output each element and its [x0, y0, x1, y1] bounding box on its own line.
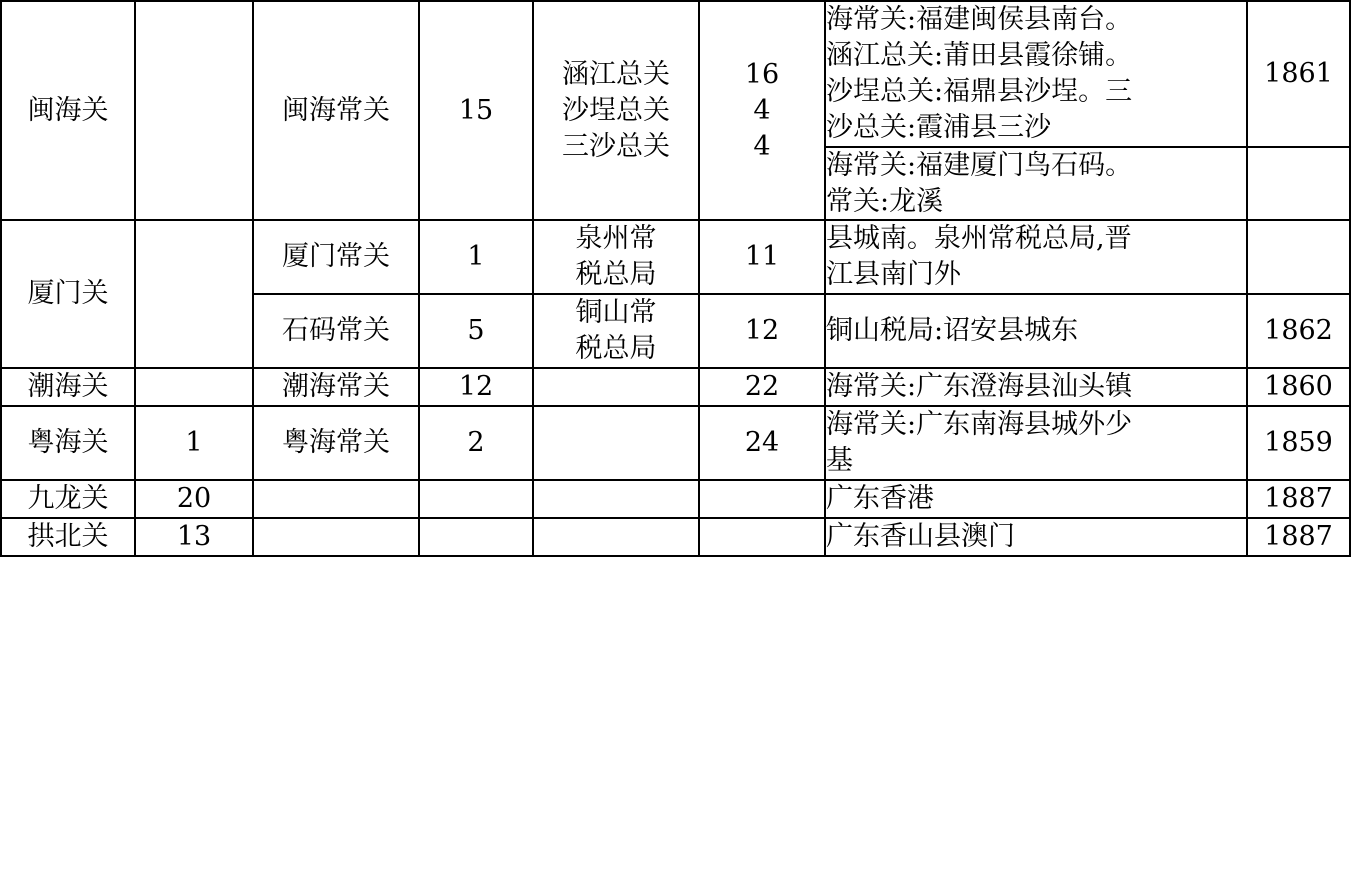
cell-year: [1247, 147, 1350, 221]
cell-regular-customs: 粤海常关: [253, 406, 419, 480]
table-row: [1, 406, 1350, 480]
cell-code-c: 12: [699, 294, 825, 368]
cell-code-b: [419, 518, 533, 556]
cell-code-c: 16 4 4: [699, 1, 825, 220]
cell-code-b: 5: [419, 294, 533, 368]
cell-code-a: 13: [135, 518, 253, 556]
cell-location-desc: 海常关:广东澄海县汕头镇: [825, 368, 1247, 406]
cell-regular-customs: [253, 518, 419, 556]
cell-year: [1247, 220, 1350, 294]
cell-year: 1859: [1247, 406, 1350, 480]
cell-code-c: 24: [699, 406, 825, 480]
cell-year: 1887: [1247, 480, 1350, 518]
cell-code-b: 1: [419, 220, 533, 294]
cell-location-desc: 海常关:福建厦门鸟石码。 常关:龙溪: [825, 147, 1247, 221]
cell-main-customs: [533, 480, 699, 518]
cell-code-a: [135, 368, 253, 406]
cell-code-a: 20: [135, 480, 253, 518]
cell-code-c: [699, 480, 825, 518]
cell-code-a: [135, 220, 253, 368]
cell-code-a: [135, 1, 253, 220]
cell-location-desc: 海常关:福建闽侯县南台。 涵江总关:莆田县霞徐铺。 沙埕总关:福鼎县沙埕。三 沙总关:霞浦县三沙: [825, 1, 1247, 147]
cell-gate-name: 厦门关: [1, 220, 135, 368]
table-row: [1, 1, 1350, 147]
cell-location-desc: 海常关:广东南海县城外少 基: [825, 406, 1247, 480]
cell-location-desc: 县城南。泉州常税总局,晋 江县南门外: [825, 220, 1247, 294]
table-row: [1, 518, 1350, 556]
cell-gate-name: 粤海关: [1, 406, 135, 480]
cell-gate-name: 闽海关: [1, 1, 135, 220]
cell-code-a: 1: [135, 406, 253, 480]
cell-year: 1862: [1247, 294, 1350, 368]
cell-location-desc: 广东香山县澳门: [825, 518, 1247, 556]
cell-main-customs: 铜山常 税总局: [533, 294, 699, 368]
cell-regular-customs: 石码常关: [253, 294, 419, 368]
cell-gate-name: 潮海关: [1, 368, 135, 406]
cell-year: 1861: [1247, 1, 1350, 147]
cell-code-c: [699, 518, 825, 556]
cell-regular-customs: 厦门常关: [253, 220, 419, 294]
cell-code-b: [419, 480, 533, 518]
cell-code-b: 15: [419, 1, 533, 220]
table-row: [1, 480, 1350, 518]
cell-location-desc: 广东香港: [825, 480, 1247, 518]
cell-regular-customs: 潮海常关: [253, 368, 419, 406]
cell-code-b: 2: [419, 406, 533, 480]
table-row: [1, 368, 1350, 406]
cell-regular-customs: 闽海常关: [253, 1, 419, 220]
cell-year: 1887: [1247, 518, 1350, 556]
cell-main-customs: [533, 406, 699, 480]
cell-code-b: 12: [419, 368, 533, 406]
cell-year: 1860: [1247, 368, 1350, 406]
table-row: [1, 220, 1350, 294]
cell-location-desc: 铜山税局:诏安县城东: [825, 294, 1247, 368]
cell-gate-name: 拱北关: [1, 518, 135, 556]
cell-main-customs: 泉州常 税总局: [533, 220, 699, 294]
cell-main-customs: [533, 518, 699, 556]
cell-code-c: 11: [699, 220, 825, 294]
cell-main-customs: 涵江总关 沙埕总关 三沙总关: [533, 1, 699, 220]
cell-main-customs: [533, 368, 699, 406]
cell-regular-customs: [253, 480, 419, 518]
cell-code-c: 22: [699, 368, 825, 406]
cell-gate-name: 九龙关: [1, 480, 135, 518]
